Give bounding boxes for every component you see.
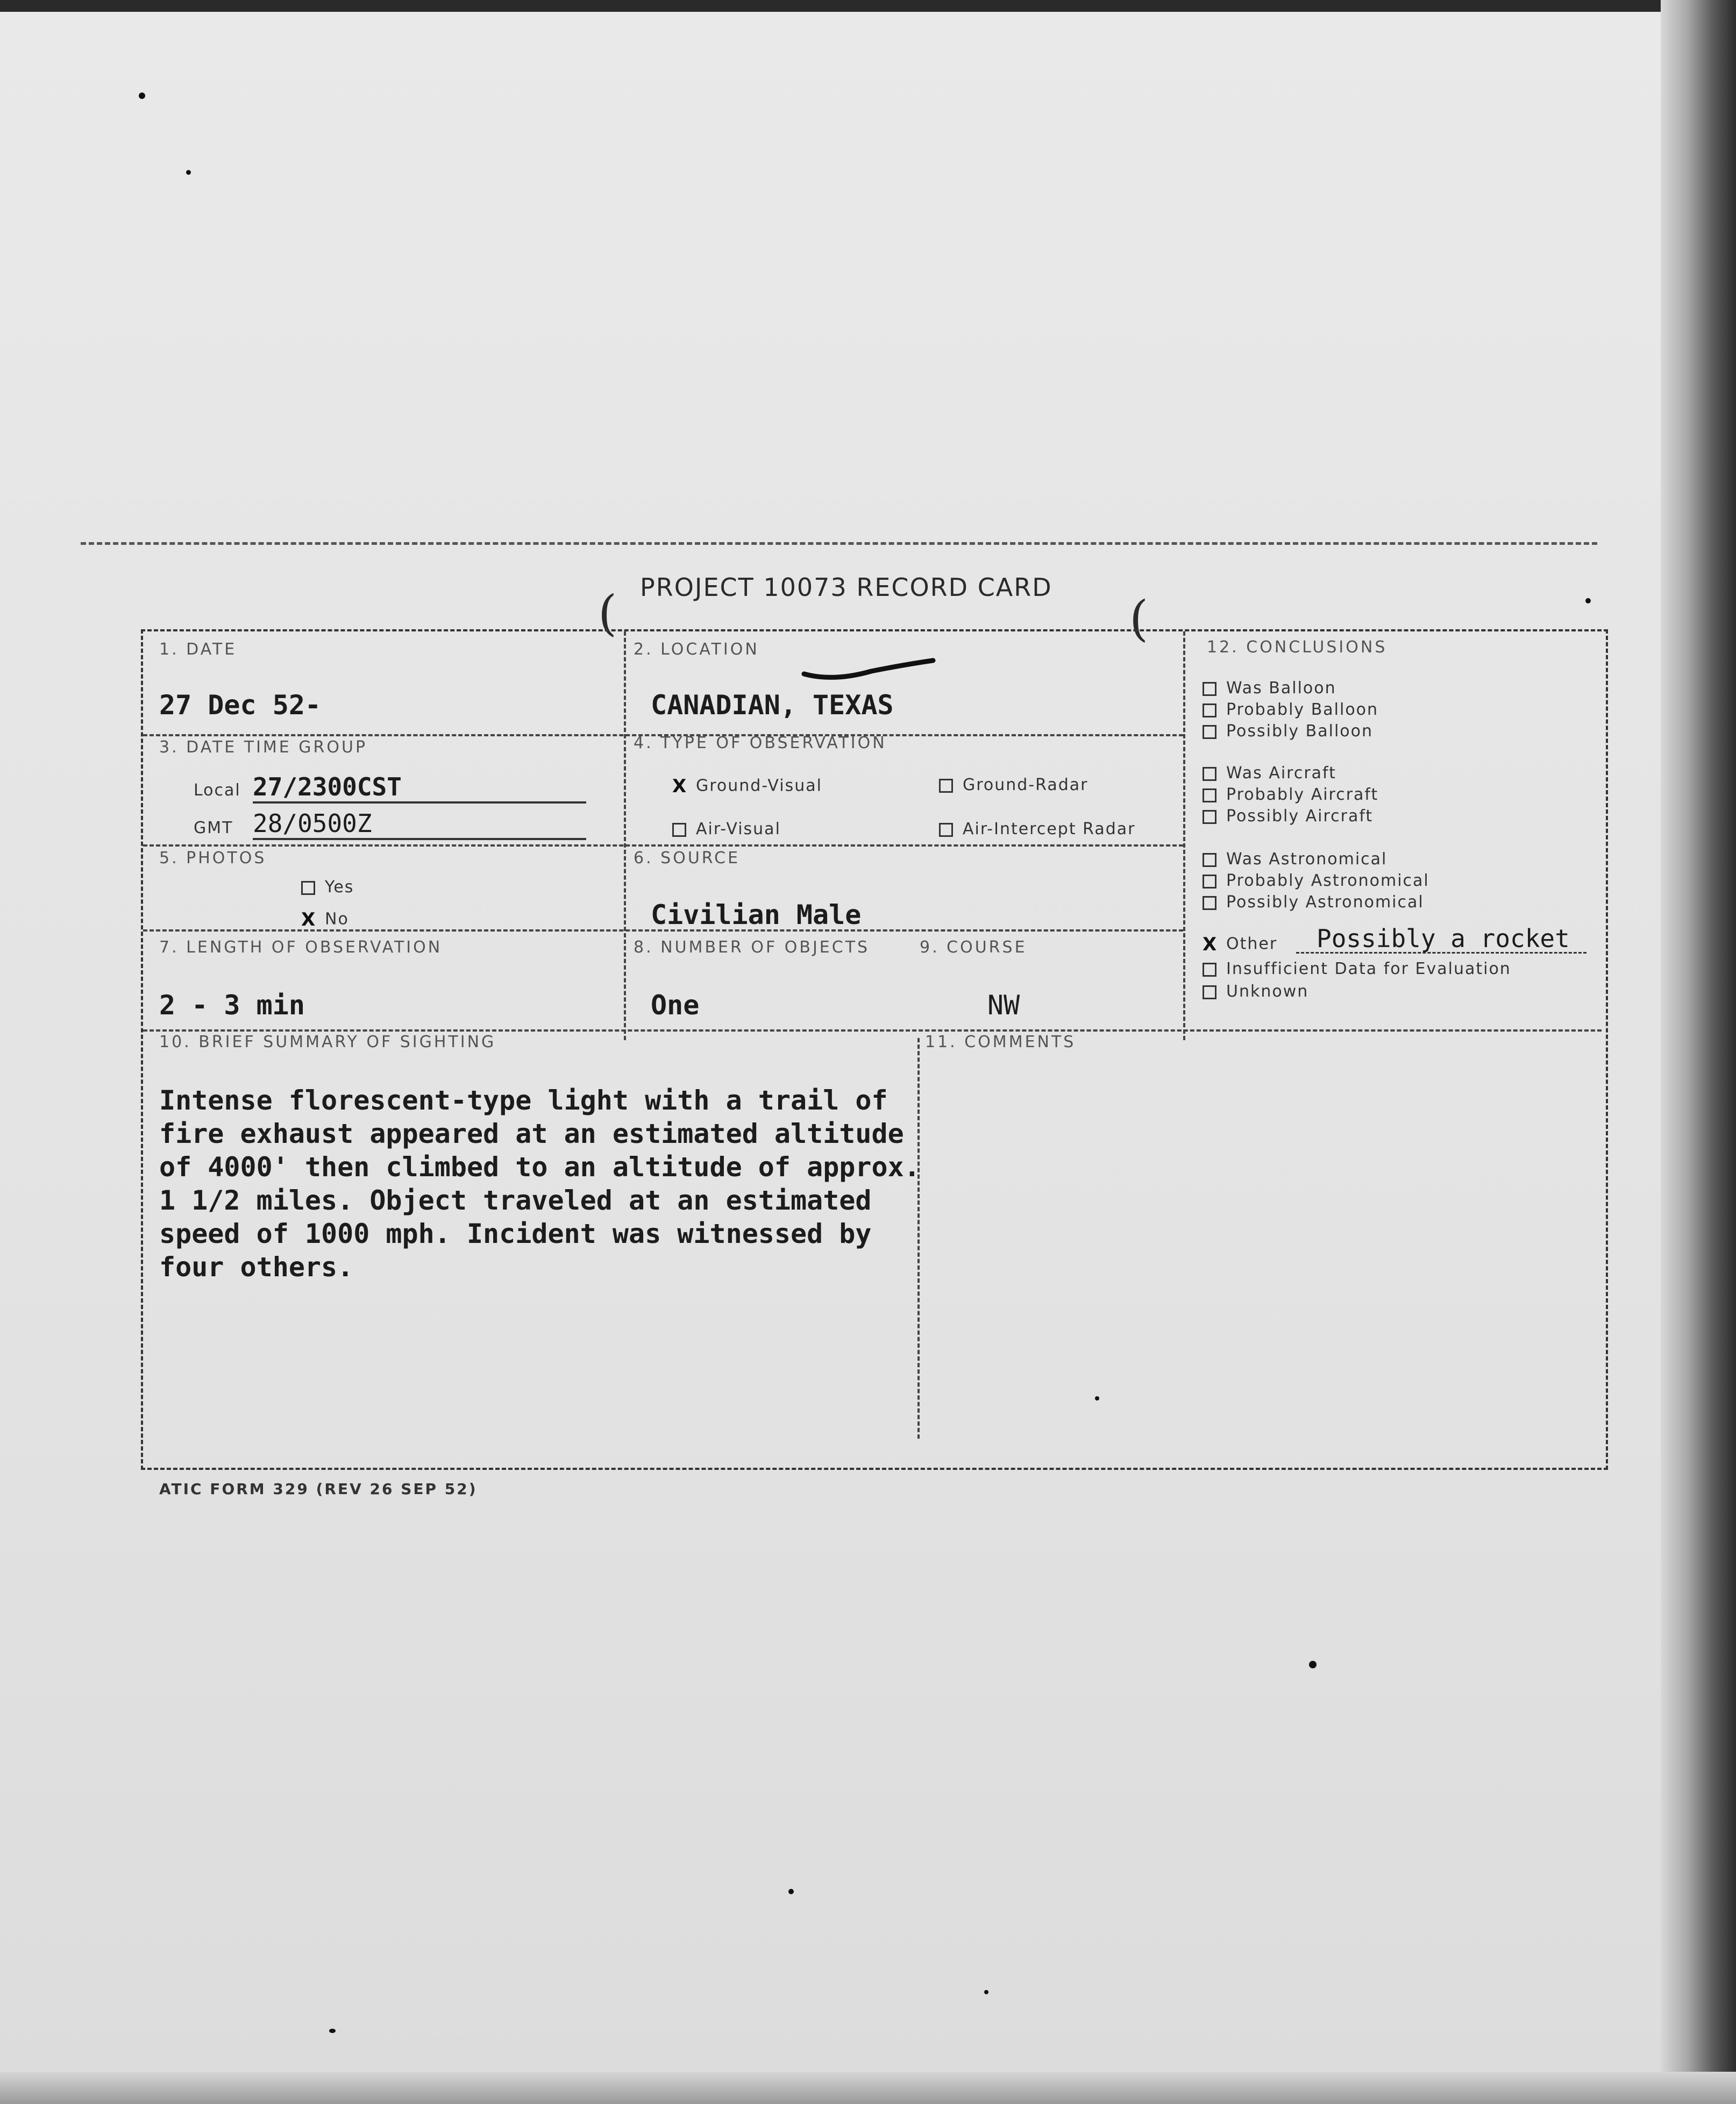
dust-speck bbox=[139, 93, 145, 99]
form-number: ATIC FORM 329 (REV 26 SEP 52) bbox=[159, 1480, 478, 1498]
gmt-time-value: 28/0500Z bbox=[253, 809, 372, 838]
dust-speck bbox=[329, 2029, 336, 2033]
fill-line bbox=[253, 838, 586, 840]
scan-edge-bottom bbox=[0, 2072, 1736, 2104]
conclusion-was-balloon: Was Balloon bbox=[1203, 679, 1336, 698]
checked-mark-icon: X bbox=[301, 909, 317, 930]
checkbox-icon bbox=[301, 881, 315, 895]
observation-option-air-intercept-radar: Air-Intercept Radar bbox=[939, 820, 1135, 838]
checkbox-icon bbox=[1203, 788, 1216, 802]
observation-option-ground-radar: Ground-Radar bbox=[939, 776, 1088, 794]
dust-speck bbox=[788, 1889, 794, 1894]
scan-edge-right bbox=[1661, 0, 1736, 2104]
summary-line: 1 1/2 miles. Object traveled at an estimated bbox=[159, 1185, 872, 1216]
grid-line bbox=[624, 631, 626, 1040]
conclusion-other: X Other bbox=[1203, 934, 1278, 955]
observation-option-ground-visual: X Ground-Visual bbox=[672, 776, 822, 797]
summary-line: four others. bbox=[159, 1252, 354, 1283]
conclusion-was-aircraft: Was Aircraft bbox=[1203, 764, 1336, 783]
conclusion-possibly-aircraft: Possibly Aircraft bbox=[1203, 807, 1373, 826]
top-dashed-line bbox=[81, 542, 1597, 545]
conclusion-probably-balloon: Probably Balloon bbox=[1203, 700, 1378, 719]
observation-option-air-visual: Air-Visual bbox=[672, 820, 781, 838]
fill-line bbox=[253, 801, 586, 804]
grid-line bbox=[143, 1029, 1602, 1032]
checkbox-icon bbox=[1203, 896, 1216, 910]
conclusions-label: 12. CONCLUSIONS bbox=[1207, 638, 1388, 657]
number-of-objects-value: One bbox=[651, 990, 700, 1021]
conclusion-was-astronomical: Was Astronomical bbox=[1203, 850, 1387, 869]
location-label: 2. LOCATION bbox=[634, 640, 759, 659]
photos-option-yes: Yes bbox=[301, 878, 354, 897]
checkbox-icon bbox=[1203, 767, 1216, 781]
photos-option-no: X No bbox=[301, 909, 349, 930]
checkbox-icon bbox=[1203, 963, 1216, 977]
conclusion-other-value: Possibly a rocket bbox=[1317, 924, 1570, 953]
gmt-label: GMT bbox=[194, 819, 233, 837]
checkbox-icon bbox=[939, 779, 953, 793]
checkbox-icon bbox=[1203, 682, 1216, 696]
dust-speck bbox=[186, 170, 191, 175]
dust-speck bbox=[1309, 1661, 1317, 1668]
bracket-mark: ( bbox=[598, 585, 617, 642]
checkbox-icon bbox=[672, 823, 686, 837]
checkbox-icon bbox=[1203, 985, 1216, 999]
summary-label: 10. BRIEF SUMMARY OF SIGHTING bbox=[159, 1033, 496, 1051]
location-value: CANADIAN, TEXAS bbox=[651, 690, 894, 721]
course-label: 9. COURSE bbox=[920, 938, 1027, 957]
summary-text bbox=[159, 1084, 934, 1284]
date-label: 1. DATE bbox=[159, 640, 237, 659]
checked-mark-icon: X bbox=[672, 776, 688, 797]
card-title: PROJECT 10073 RECORD CARD bbox=[640, 573, 1052, 602]
checkbox-icon bbox=[1203, 875, 1216, 888]
scan-edge-top bbox=[0, 0, 1736, 12]
checkbox-icon bbox=[1203, 853, 1216, 867]
summary-line: of 4000' then climbed to an altitude of approx. bbox=[159, 1151, 920, 1183]
local-time-value: 27/2300CST bbox=[253, 772, 402, 801]
checkbox-icon bbox=[939, 823, 953, 837]
length-value: 2 - 3 min bbox=[159, 990, 305, 1021]
length-label: 7. LENGTH OF OBSERVATION bbox=[159, 938, 443, 957]
grid-line bbox=[143, 844, 1183, 847]
summary-line: speed of 1000 mph. Incident was witnessed by bbox=[159, 1218, 872, 1249]
observation-type-label: 4. TYPE OF OBSERVATION bbox=[634, 734, 887, 752]
conclusion-insufficient-data: Insufficient Data for Evaluation bbox=[1203, 959, 1511, 978]
comments-label: 11. COMMENTS bbox=[925, 1033, 1076, 1051]
fill-line bbox=[1296, 952, 1586, 954]
number-of-objects-label: 8. NUMBER OF OBJECTS bbox=[634, 938, 870, 957]
conclusion-possibly-astronomical: Possibly Astronomical bbox=[1203, 893, 1424, 912]
conclusion-probably-astronomical: Probably Astronomical bbox=[1203, 871, 1429, 890]
handwritten-underline-mark bbox=[801, 655, 936, 683]
date-time-group-label: 3. DATE TIME GROUP bbox=[159, 738, 368, 757]
conclusion-unknown: Unknown bbox=[1203, 982, 1308, 1001]
summary-line: Intense florescent-type light with a trail of bbox=[159, 1085, 888, 1116]
local-label: Local bbox=[194, 781, 241, 800]
checkbox-icon bbox=[1203, 810, 1216, 824]
date-value: 27 Dec 52- bbox=[159, 690, 322, 721]
source-value: Civilian Male bbox=[651, 899, 862, 930]
bracket-mark: ( bbox=[1129, 591, 1149, 647]
checkbox-icon bbox=[1203, 725, 1216, 739]
course-value: NW bbox=[987, 990, 1020, 1021]
checked-mark-icon: X bbox=[1203, 934, 1218, 955]
dust-speck bbox=[984, 1990, 988, 1994]
conclusion-possibly-balloon: Possibly Balloon bbox=[1203, 722, 1373, 741]
conclusion-probably-aircraft: Probably Aircraft bbox=[1203, 785, 1378, 804]
checkbox-icon bbox=[1203, 703, 1216, 717]
dust-speck bbox=[1585, 598, 1591, 603]
photos-label: 5. PHOTOS bbox=[159, 849, 267, 868]
grid-line bbox=[1183, 631, 1185, 1040]
summary-line: fire exhaust appeared at an estimated altitude bbox=[159, 1118, 904, 1149]
source-label: 6. SOURCE bbox=[634, 849, 741, 868]
